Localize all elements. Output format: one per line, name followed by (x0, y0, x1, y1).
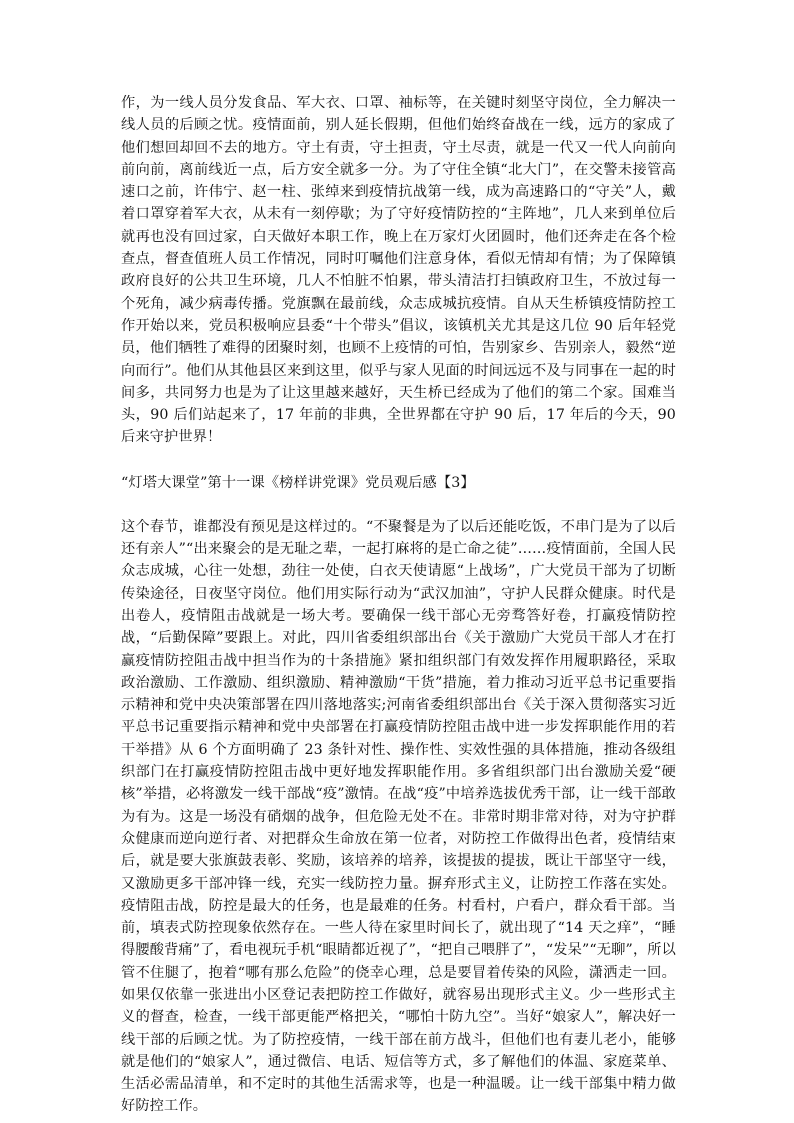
document-body (121, 92, 676, 1118)
body-paragraph-2: 这个春节，谁都没有预见是这样过的。“不聚餐是为了以后还能吃饭，不串门是为了以后还有亲人”“出来聚会的是无耻之辈，一起打麻将的是亡命之徒”……疫情面前，全国人民众志成城，心往一处想，劲往一处使，白衣天使请愿“上战场”，广大党员干部为了切断传染途径，日夜坚守岗位。他们用实际行动为“武汉加油”，守护人民群众健康。时代是出卷人，疫情阻击战就是一场大考。要确保一线干部心无旁骛答好卷，打赢疫情防控战，“后勤保障”要跟上。对此，四川省委组织部出台《关于激励广大党员干部人才在打赢疫情防控阻击战中担当作为的十条措施》紧扣组织部门有效发挥作用履职路径，采取政治激励、工作激励、组织激励、精神激励“干货”措施，着力推动习近平总书记重要指示精神和党中央决策部署在四川落地落实;河南省委组织部出台《关于深入贯彻落实习近平总书记重要指示精神和党中央部署在打赢疫情防控阻击战中进一步发挥职能作用的若干举措》从 6 个方面明确了 23 条针对性、操作性、实效性强的具体措施，推动各级组织部门在打赢疫情防控阻击战中更好地发挥职能作用。多省组织部门出台激励关爱“硬核”举措，必将激发一线干部战“疫”激情。在战“疫”中培养选拔优秀干部，让一线干部敢为有为。这是一场没有硝烟的战争，但危险无处不在。非常时期非常对待，对为守护群众健康而逆向逆行者、对把群众生命放在第一位者，对防控工作做得出色者，疫情结束后，就是要大张旗鼓表彰、奖励，该培养的培养，该提拔的提拔，既让干部坚守一线，又激励更多干部冲锋一线，充实一线防控力量。摒弃形式主义，让防控工作落在实处。疫情阻击战，防控是最大的任务，也是最难的任务。村看村，户看户，群众看干部。当前，填表式防控现象依然存在。一些人待在家里时间长了，就出现了“14 天之痒”，“睡得腰酸背痛”了，看电视玩手机“眼睛都近视了”，“把自己喂胖了”，“发呆”“无聊”，所以管不住腿了，抱着“哪有那么危险”的侥幸心理，总是要冒着传染的风险，潇洒走一回。如果仅依靠一张进出小区登记表把防控工作做好，就容易出现形式主义。少一些形式主义的督查，检查，一线干部更能严格把关，“哪怕十防九空”。当好“娘家人”，解决好一线干部的后顾之忧。为了防控疫情，一线干部在前方战斗，但他们也有妻儿老小，能够就是他们的“娘家人”，通过微信、电话、短信等方式，多了解他们的体温、家庭菜单、生活必需品清单，和不定时的其他生活需求等，也是一种温暖。让一线干部集中精力做好防控工作。 (121, 518, 676, 1115)
section-heading: “灯塔大课堂”第十一课《榜样讲党课》党员观后感【3】 (121, 474, 475, 491)
body-paragraph-1: 作，为一线人员分发食品、军大衣、口罩、袖标等，在关键时刻坚守岗位，全力解决一线人员的后顾之忧。疫情面前，别人延长假期，但他们始终奋战在一线，远方的家成了他们想回却回不去的地方。守土有责，守土担责，守土尽责，就是一代又一代人向前向前向前，离前线近一点，后方安全就多一分。为了守住全镇“北大门”，在交警未接管高速口之前，许伟宁、赵一柱、张绰来到疫情抗战第一线，成为高速路口的“守关”人，戴着口罩穿着军大衣，从未有一刻停歇；为了守好疫情防控的“主阵地”，几人来到单位后就再也没有回过家，白天做好本职工作，晚上在万家灯火团圆时，他们还奔走在各个检查点，督查值班人员工作情况，同时叮嘱他们注意身体，看似无情却有情；为了保障镇政府良好的公共卫生环境，几人不怕脏不怕累，带头清洁打扫镇政府卫生，不放过每一个死角，减少病毒传播。党旗飘在最前线，众志成城抗疫情。自从天生桥镇疫情防控工作开始以来，党员积极响应县委“十个带头”倡议，该镇机关尤其是这几位 90 后年轻党员，他们牺牲了难得的团聚时刻，也顾不上疫情的可怕，告别家乡、告别亲人，毅然“逆向而行”。他们从其他县区来到这里，似乎与家人见面的时间远远不及与同事在一起的时间多，共同努力也是为了让这里越来越好，天生桥已经成为了他们的第二个家。国难当头，90 后们站起来了，17 年前的非典，全世界都在守护 90 后，17 年后的今天，90 后来守护世界！ (121, 95, 676, 446)
